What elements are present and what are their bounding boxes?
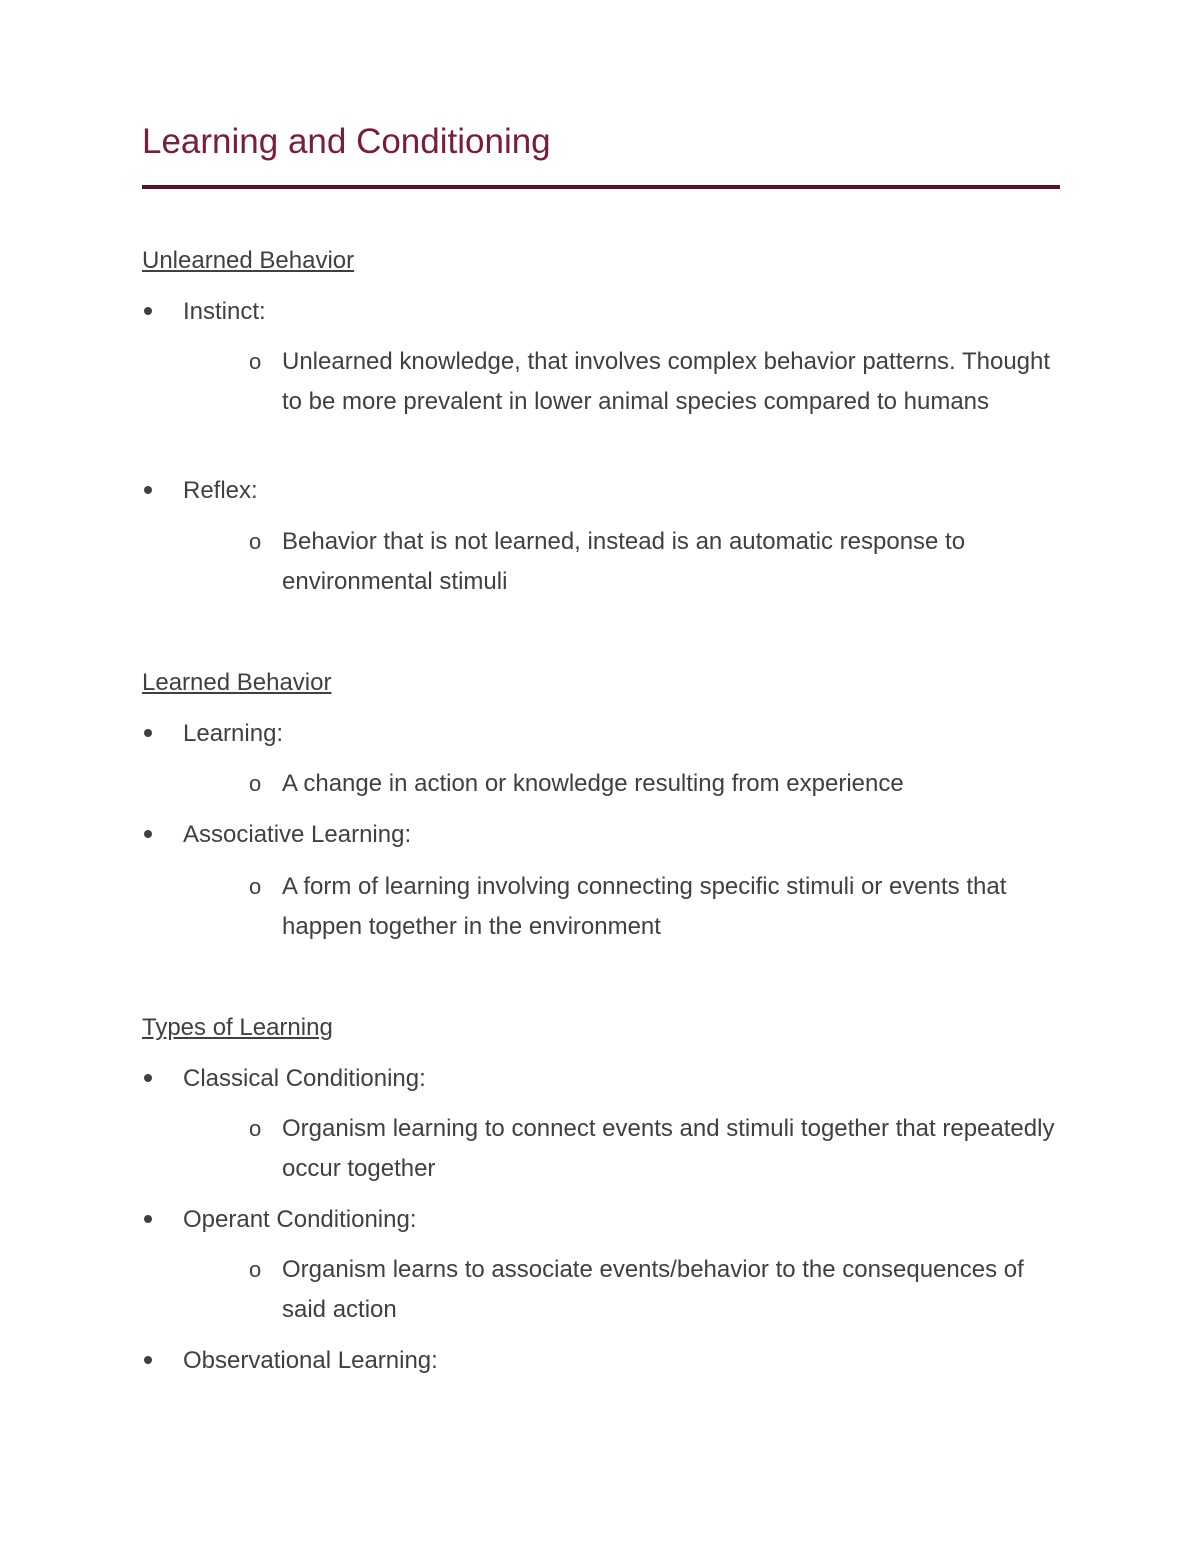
bullet-icon [144,307,152,315]
bullet-term: Observational Learning: [183,1347,438,1374]
bullet-term: Associative Learning: [183,821,412,848]
section-heading-types-of-learning: Types of Learning [142,1014,333,1041]
bullet-term: Operant Conditioning: [183,1206,417,1233]
bullet-icon [144,1356,152,1364]
document-title: Learning and Conditioning [142,122,551,161]
sub-bullet-marker: o [249,1116,262,1141]
sub-bullet-marker: o [249,529,262,554]
bullet-icon [144,486,152,494]
bullet-term: Learning: [183,720,284,747]
sub-bullet-marker: o [249,874,262,899]
sub-bullet-marker: o [249,1257,262,1282]
definition-text: Unlearned knowledge, that involves complex behavior patterns. Thought to be more prevalent in lower animal species compared to humans [282,348,1051,415]
bullet-icon [144,1215,152,1223]
bullet-term: Classical Conditioning: [183,1065,426,1092]
bullet-icon [144,830,152,838]
title-divider [142,185,1060,189]
bullet-term: Reflex: [183,477,258,504]
definition-text: Organism learns to associate events/behavior to the consequences of said action [282,1256,1024,1323]
definition-text: Organism learning to connect events and stimuli together that repeatedly occur together [282,1115,1055,1182]
sub-bullet-marker: o [249,771,262,796]
section-heading-learned-behavior: Learned Behavior [142,669,332,696]
section-heading-unlearned-behavior: Unlearned Behavior [142,247,355,274]
bullet-term: Instinct: [183,298,266,325]
definition-text: A change in action or knowledge resulting from experience [282,770,904,797]
sub-bullet-marker: o [249,349,262,374]
definition-text: Behavior that is not learned, instead is an automatic response to environmental stimuli [282,528,966,595]
bullet-icon [144,1074,152,1082]
definition-text: A form of learning involving connecting specific stimuli or events that happen together in the environment [282,873,1007,940]
bullet-icon [144,729,152,737]
